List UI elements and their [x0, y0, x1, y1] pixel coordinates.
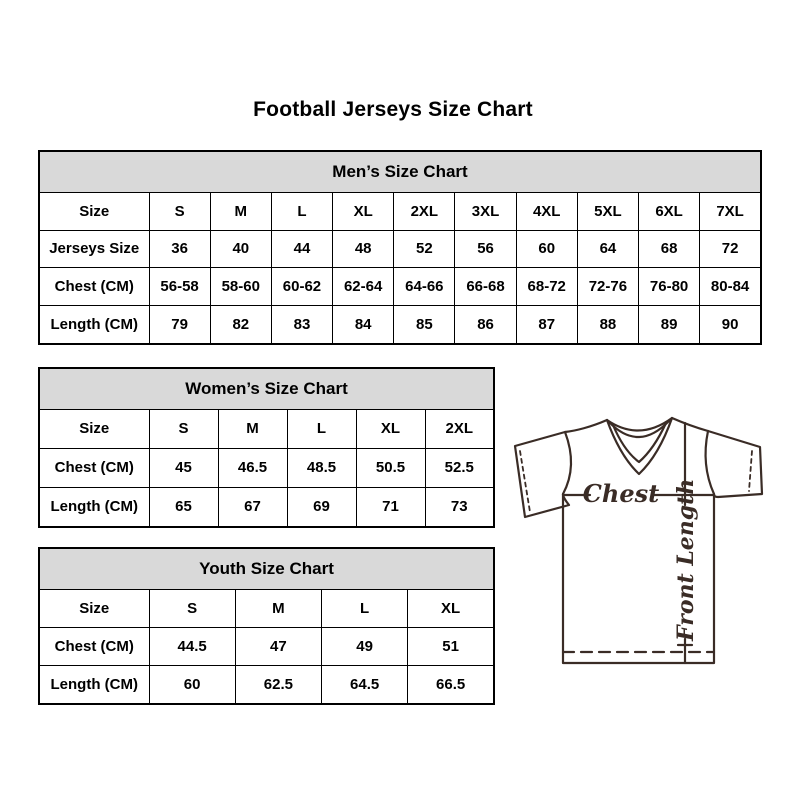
table-value-cell: 5XL	[577, 193, 638, 231]
table-value-cell: 72-76	[577, 268, 638, 306]
table-value-cell: 52	[394, 230, 455, 268]
row-label-cell: Size	[39, 410, 149, 449]
table-value-cell: 79	[149, 305, 210, 344]
table-value-cell: 46.5	[218, 448, 287, 487]
table-value-cell: 67	[218, 487, 287, 527]
row-label-cell: Size	[39, 590, 149, 628]
chest-label: Chest	[582, 479, 660, 508]
table-row	[39, 487, 494, 527]
table-value-cell: 36	[149, 230, 210, 268]
row-label-cell: Jerseys Size	[39, 230, 149, 268]
row-label-cell: Length (CM)	[39, 305, 149, 344]
table-value-cell: 89	[639, 305, 700, 344]
table-value-cell: 62-64	[333, 268, 394, 306]
table-value-cell: 56	[455, 230, 516, 268]
table-row	[39, 305, 761, 344]
table-value-cell: 40	[210, 230, 271, 268]
table-value-cell: 86	[455, 305, 516, 344]
table-value-cell: 82	[210, 305, 271, 344]
youth-size-table	[38, 547, 495, 705]
table-value-cell: 66-68	[455, 268, 516, 306]
jersey-measurement-diagram	[505, 398, 777, 673]
table-row	[39, 230, 761, 268]
table-value-cell: 45	[149, 448, 218, 487]
table-value-cell: 64	[577, 230, 638, 268]
table-value-cell: 76-80	[639, 268, 700, 306]
table-value-cell: 3XL	[455, 193, 516, 231]
table-row	[39, 627, 494, 665]
table-value-cell: 83	[271, 305, 332, 344]
table-row	[39, 268, 761, 306]
table-value-cell: 7XL	[700, 193, 761, 231]
table-value-cell: M	[210, 193, 271, 231]
table-value-cell: 56-58	[149, 268, 210, 306]
table-value-cell: M	[218, 410, 287, 449]
jersey-illustration	[505, 398, 777, 673]
youth-size-table-container	[38, 547, 495, 705]
table-value-cell: 60	[149, 665, 235, 704]
left-cuff-dashed-line	[520, 451, 530, 512]
table-value-cell: 62.5	[235, 665, 321, 704]
table-value-cell: 68-72	[516, 268, 577, 306]
table-value-cell: 72	[700, 230, 761, 268]
table-value-cell: S	[149, 410, 218, 449]
men-size-table	[38, 150, 762, 345]
table-value-cell: 51	[408, 627, 494, 665]
table-value-cell: 71	[356, 487, 425, 527]
table-value-cell: M	[235, 590, 321, 628]
table-value-cell: 80-84	[700, 268, 761, 306]
row-label-cell: Chest (CM)	[39, 268, 149, 306]
jersey-right-armhole-seam	[706, 431, 714, 494]
table-value-cell: L	[322, 590, 408, 628]
womens-size-table-container	[38, 367, 495, 528]
men-table-title: Men’s Size Chart	[39, 151, 761, 193]
table-row	[39, 410, 494, 449]
table-value-cell: 48	[333, 230, 394, 268]
row-label-cell: Chest (CM)	[39, 448, 149, 487]
table-value-cell: 2XL	[425, 410, 494, 449]
table-row	[39, 665, 494, 704]
table-value-cell: 64-66	[394, 268, 455, 306]
table-value-cell: XL	[356, 410, 425, 449]
right-cuff-dashed-line	[749, 451, 752, 491]
table-value-cell: 84	[333, 305, 394, 344]
table-value-cell: XL	[333, 193, 394, 231]
table-value-cell: XL	[408, 590, 494, 628]
table-value-cell: 66.5	[408, 665, 494, 704]
table-row	[39, 590, 494, 628]
front-length-label: Front Length	[673, 478, 699, 641]
row-label-cell: Chest (CM)	[39, 627, 149, 665]
table-value-cell: S	[149, 193, 210, 231]
page-title: Football Jerseys Size Chart	[253, 98, 533, 121]
mens-size-table-container	[38, 150, 762, 345]
table-value-cell: 88	[577, 305, 638, 344]
table-value-cell: L	[287, 410, 356, 449]
table-value-cell: 50.5	[356, 448, 425, 487]
jersey-vneck-inner	[613, 423, 666, 462]
row-label-cell: Size	[39, 193, 149, 231]
youth-table-title: Youth Size Chart	[39, 548, 494, 590]
table-value-cell: 58-60	[210, 268, 271, 306]
table-value-cell: 2XL	[394, 193, 455, 231]
table-row	[39, 448, 494, 487]
table-value-cell: 90	[700, 305, 761, 344]
table-value-cell: 4XL	[516, 193, 577, 231]
table-row	[39, 193, 761, 231]
table-value-cell: 85	[394, 305, 455, 344]
table-value-cell: S	[149, 590, 235, 628]
jersey-left-armhole-seam	[563, 432, 571, 494]
row-label-cell: Length (CM)	[39, 487, 149, 527]
table-value-cell: L	[271, 193, 332, 231]
table-value-cell: 52.5	[425, 448, 494, 487]
row-label-cell: Length (CM)	[39, 665, 149, 704]
table-value-cell: 65	[149, 487, 218, 527]
women-size-table	[38, 367, 495, 528]
table-value-cell: 49	[322, 627, 408, 665]
table-value-cell: 60-62	[271, 268, 332, 306]
table-value-cell: 64.5	[322, 665, 408, 704]
table-value-cell: 44	[271, 230, 332, 268]
table-value-cell: 68	[639, 230, 700, 268]
table-value-cell: 69	[287, 487, 356, 527]
women-table-title: Women’s Size Chart	[39, 368, 494, 410]
table-value-cell: 60	[516, 230, 577, 268]
table-value-cell: 87	[516, 305, 577, 344]
table-value-cell: 48.5	[287, 448, 356, 487]
table-value-cell: 44.5	[149, 627, 235, 665]
table-value-cell: 73	[425, 487, 494, 527]
table-value-cell: 47	[235, 627, 321, 665]
table-value-cell: 6XL	[639, 193, 700, 231]
